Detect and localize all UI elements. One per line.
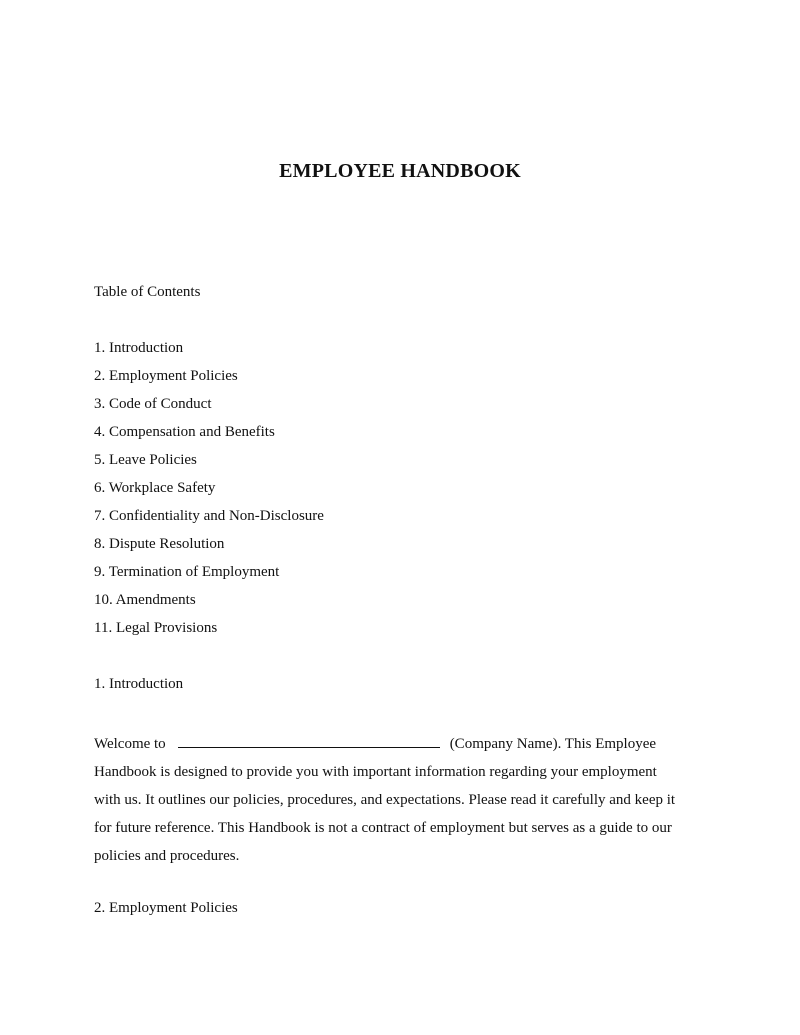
section-heading-introduction: 1. Introduction [94,676,184,692]
paragraph-line: policies and procedures. [94,848,240,864]
paragraph-line: with us. It outlines our policies, procedures, and expectations. Please read it carefully and keep it [94,792,676,808]
section-heading-employment-policies: 2. Employment Policies [94,900,238,916]
document-title: EMPLOYEE HANDBOOK [279,160,521,182]
toc-item-employment-policies: 2. Employment Policies [94,368,238,384]
toc-item-code-of-conduct: 3. Code of Conduct [94,396,212,412]
paragraph-line: Handbook is designed to provide you with important information regarding your employment [94,764,657,780]
toc-item-workplace-safety: 6. Workplace Safety [94,480,216,496]
company-name-blank[interactable] [178,733,440,748]
table-of-contents [94,338,324,646]
toc-item-legal-provisions: 11. Legal Provisions [94,620,218,636]
toc-item-compensation-benefits: 4. Compensation and Benefits [94,424,275,440]
toc-item-amendments: 10. Amendments [94,592,196,608]
toc-item-leave-policies: 5. Leave Policies [94,452,197,468]
welcome-suffix: (Company Name). This Employee [449,736,657,752]
toc-item-introduction: 1. Introduction [94,340,184,356]
toc-item-dispute-resolution: 8. Dispute Resolution [94,536,225,552]
paragraph-line: for future reference. This Handbook is not a contract of employment but serves as a guide to our [94,820,672,836]
toc-item-confidentiality: 7. Confidentiality and Non-Disclosure [94,508,324,524]
paragraph-line [94,730,714,758]
toc-heading: Table of Contents [94,284,201,300]
introduction-paragraph [94,730,714,870]
welcome-prefix: Welcome to [94,736,166,752]
toc-item-termination: 9. Termination of Employment [94,564,280,580]
